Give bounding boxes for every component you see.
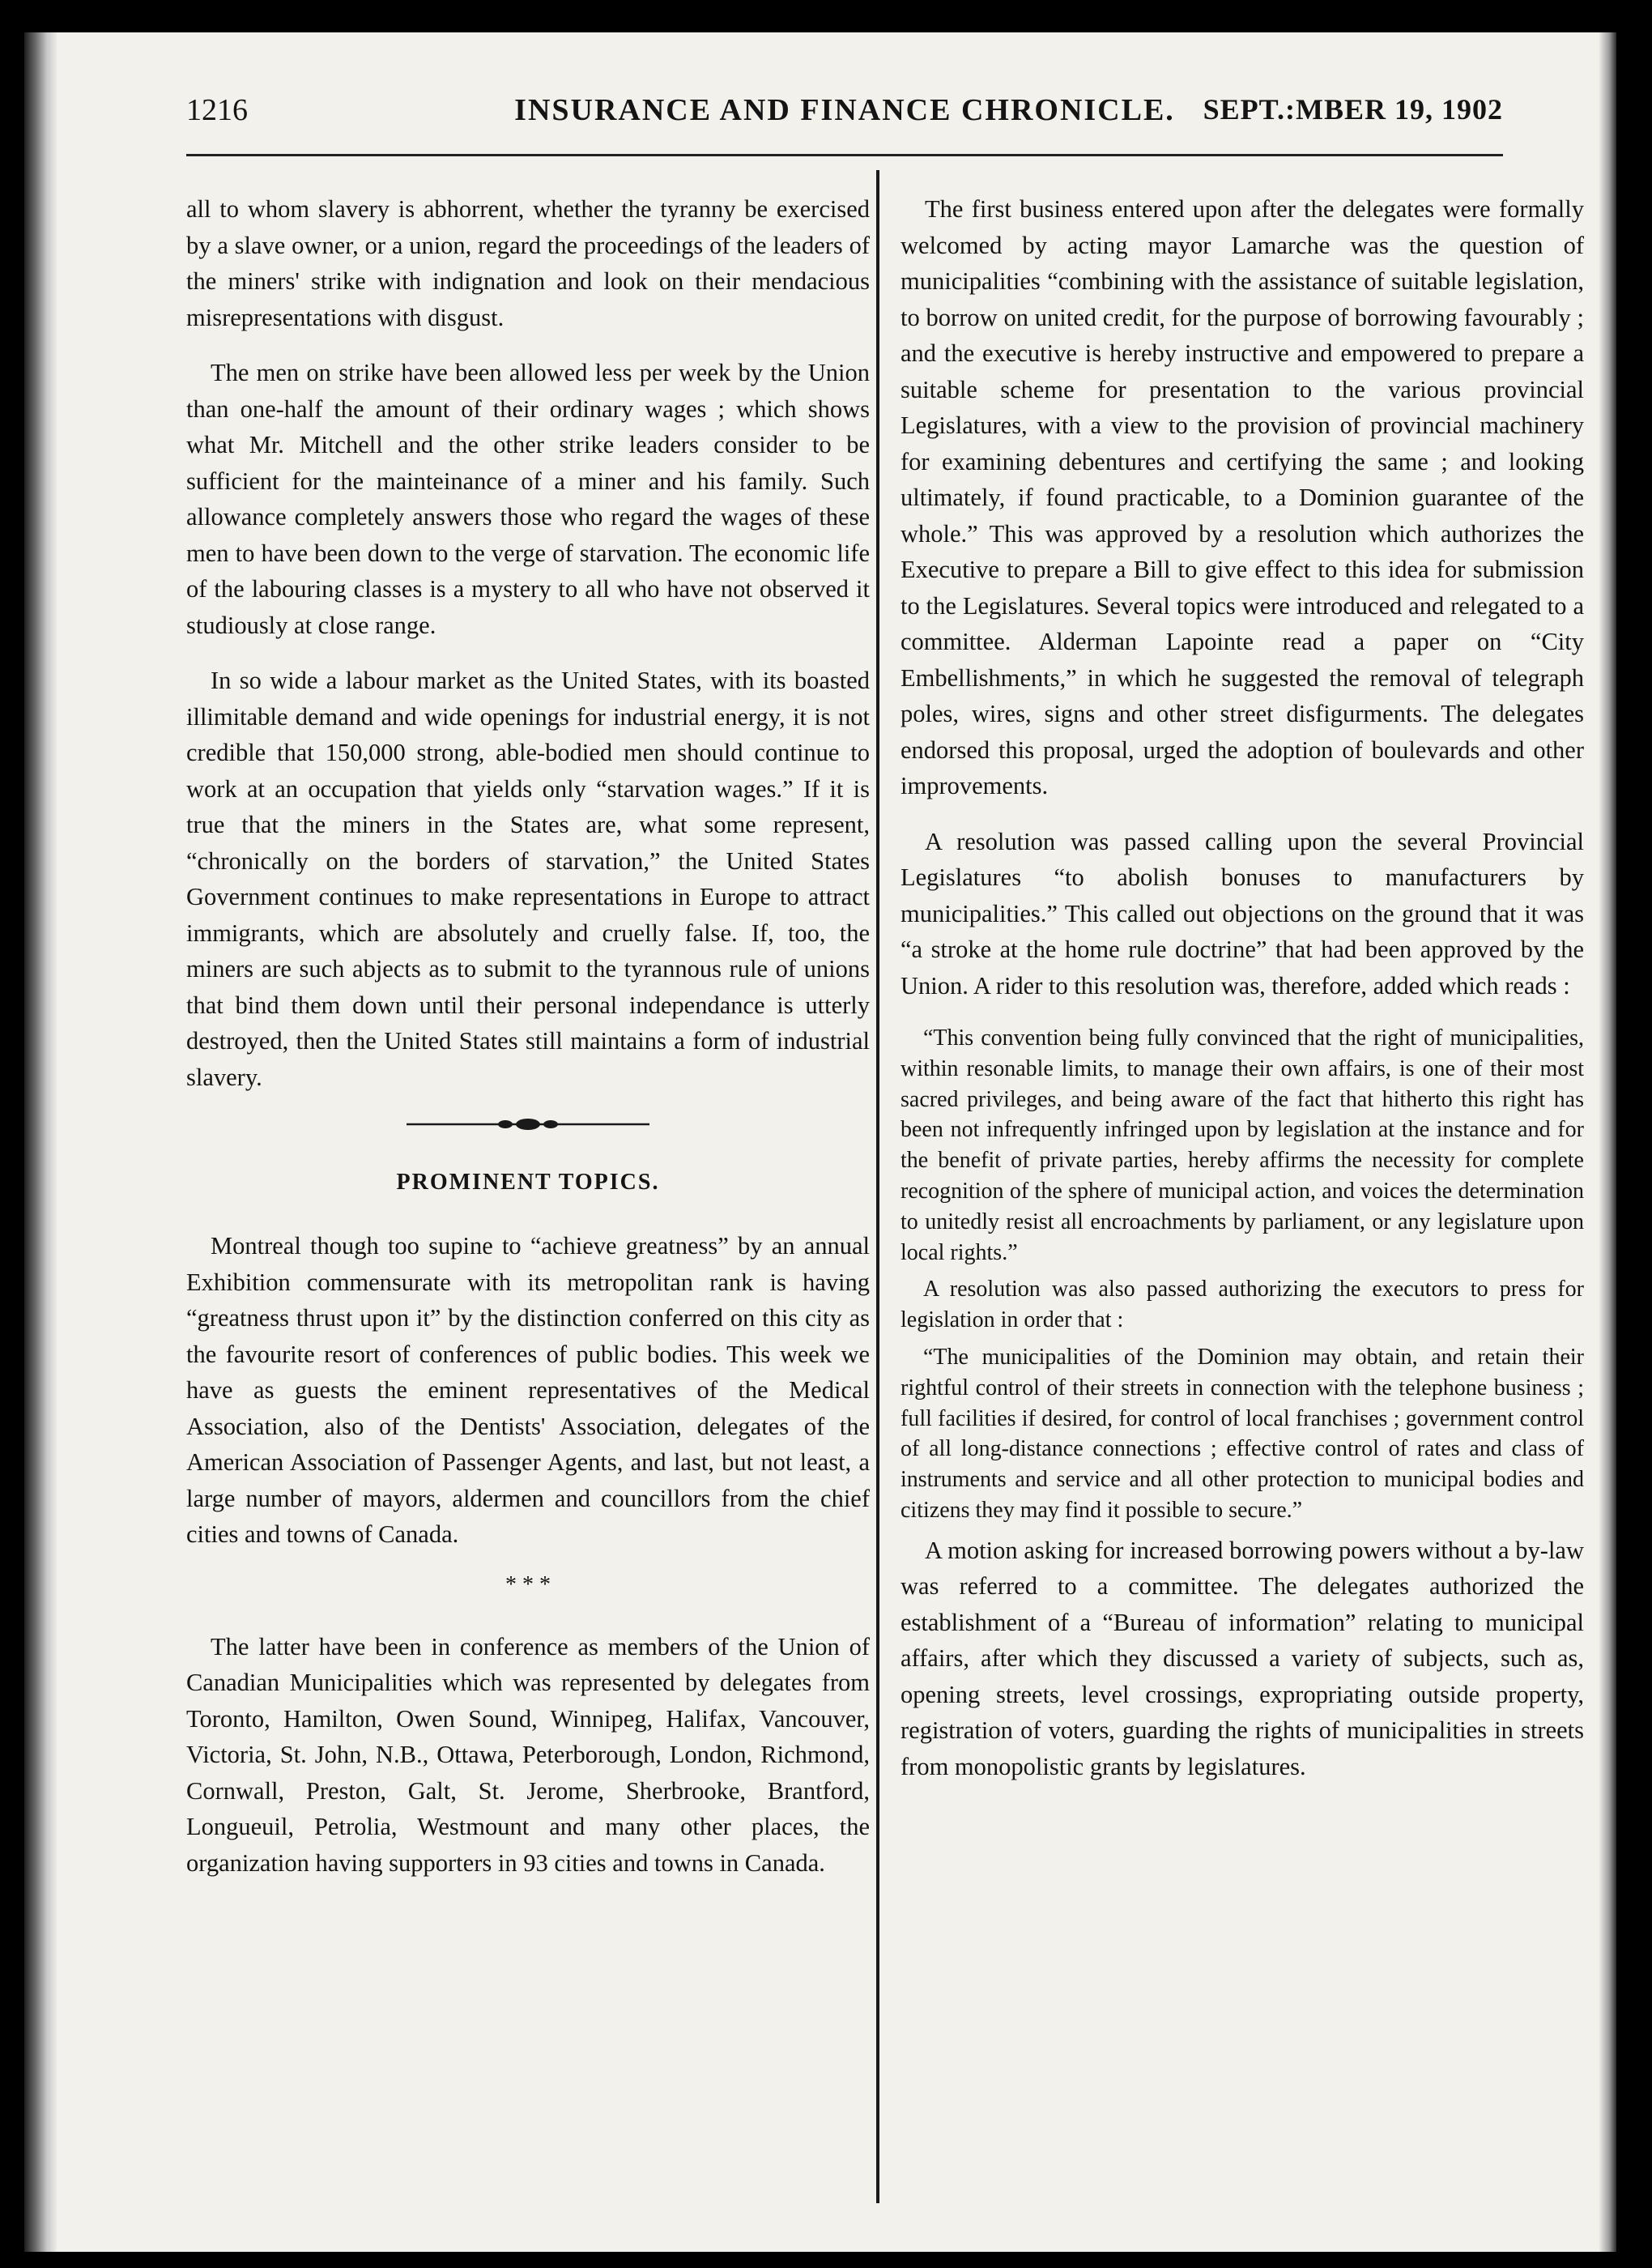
page-edge-shadow: [1599, 32, 1616, 2252]
article-paragraph: The latter have been in conference as members of the Union of Canadian Municipalities which was represented by delegates from Toronto, Hamilton, Owen Sound, Winnipeg, Halifax, Vancouver, Victoria, St. John, N.B., Ottawa, Peterborough, London, Richmond, Cornwall, Preston, Galt, St. Jerome, Sherbrooke, Brantford, Longueuil, Petrolia, Westmount and many other places, the organization having supporters in 93 cities and towns in Canada.: [186, 1632, 870, 1877]
block-quote: “The municipalities of the Dominion may obtain, and retain their rightful control of their streets in connection with the telephone business ; full facilities if desired, for control of local franchises ; government control of all long-distance connections ; effective control of rates and class of instruments and service and all other protection to municipal bodies and citizens they may find it possible to secure.”: [901, 1344, 1584, 1523]
running-header: [186, 83, 1503, 139]
quote-intro: A resolution was also passed authorizing the executors to press for legislation in order that :: [901, 1277, 1584, 1333]
header-rule: [186, 154, 1503, 156]
section-ornament: [407, 1115, 649, 1134]
article-paragraph: A resolution was passed calling upon the several Provincial Legislatures “to abolish bonuses to manufacturers by municipalities.” This called out objections on the ground that it was “a stroke at the home rule doctrine” that had been approved by the Union. A rider to this resolution was, therefore, added which reads :: [901, 827, 1584, 1000]
issue-date: SEPT.:MBER 19, 1902: [1203, 93, 1503, 126]
page-binding-shadow: [24, 32, 57, 2252]
journal-page: [24, 32, 1616, 2252]
column-divider: [876, 170, 879, 2203]
article-paragraph: A motion asking for increased borrowing powers without a by-law was referred to a committee. The delegates authorized the establishment of a “Bureau of information” relating to municipal affairs, after which they discussed a variety of subjects, such as, opening streets, level crossings, expropriating outside property, registration of voters, guarding the rights of municipalities in streets from monopolistic grants by legislatures.: [901, 1536, 1584, 1780]
block-quote: “This convention being fully convinced that the right of municipalities, within resonable limits, to manage their own affairs, is one of their most sacred privileges, and being aware of the fact that hitherto this right has been not infrequently infringed upon by legislation at the instance and for the benefit of private parties, hereby affirms the necessity for complete recognition of the sphere of municipal action, and voices the determination to unitedly resist all encroachments by parliament, or any legislature upon local rights.”: [901, 1025, 1584, 1265]
left-column: [186, 191, 870, 1900]
article-paragraph: The first business entered upon after the delegates were formally welcomed by acting mayor Lamarche was the question of municipalities “combining with the assistance of suitable legislation, to borrow on united credit, for the purpose of borrowing favourably ; and the executive is hereby instructive and empowered to prepare a suitable scheme for presentation to the various provincial Legislatures, with a view to the provision of provincial machinery for examining debentures and certifying the same ; and looking ultimately, if found practicable, to a Dominion guarantee of the whole.” This was approved by a resolution which authorizes the Executive to prepare a Bill to give effect to this idea for submission to the Legislatures. Several topics were introduced and relegated to a committee. Alderman Lapointe read a paper on “City Embellishments,” in which he suggested the removal of telegraph poles, wires, signs and other street disfigurments. The delegates endorsed this proposal, urged the adoption of boulevards and other improvements.: [901, 195, 1584, 799]
article-paragraph: The men on strike have been allowed less per week by the Union than one-half the amount of their ordinary wages ; which shows what Mr. Mitchell and the other strike leaders consider to be sufficient for the mainteinance of a miner and his family. Such allowance completely answers those who regard the wages of these men to have been down to the verge of starvation. The economic life of the labouring classes is a mystery to all who have not observed it studiously at close range.: [186, 359, 870, 639]
article-paragraph: Montreal though too supine to “achieve greatness” by an annual Exhibition commensurate with its metropolitan rank is having “greatness thrust upon it” by the distinction conferred on this city as the favourite resort of conferences of public bodies. This week we have as guests the eminent representatives of the Medical Association, also of the Dentists' Association, delegates of the American Association of Passenger Agents, and last, but not least, a large number of mayors, aldermen and councillors from the chief cities and towns of Canada.: [186, 1232, 870, 1548]
section-heading: PROMINENT TOPICS.: [396, 1170, 660, 1195]
article-paragraph: In so wide a labour market as the United States, with its boasted illimitable demand and wide openings for industrial energy, it is not credible that 150,000 strong, able-bodied men should continue to work at an occupation that yields only “starvation wages.” If it is true that the miners in the States are, what some represent, “chronically on the borders of starvation,” the United States Government continues to make representations in Europe to attract immigrants, which are absolutely and cruelly false. If, too, the miners are such abjects as to submit to the tyrannous rule of unions that bind them down until their personal independance is utterly destroyed, then the United States still maintains a form of industrial slavery.: [186, 667, 870, 1091]
right-column: [901, 191, 1584, 1804]
asterism-divider: * * *: [505, 1571, 551, 1597]
journal-title: INSURANCE AND FINANCE CHRONICLE.: [514, 93, 1175, 127]
page-number: 1216: [186, 93, 248, 127]
article-paragraph: all to whom slavery is abhorrent, whether the tyranny be exercised by a slave owner, or a union, regard the proceedings of the leaders of the miners' strike with indignation and look on their mendacious misrepresentations with disgust.: [186, 195, 870, 331]
